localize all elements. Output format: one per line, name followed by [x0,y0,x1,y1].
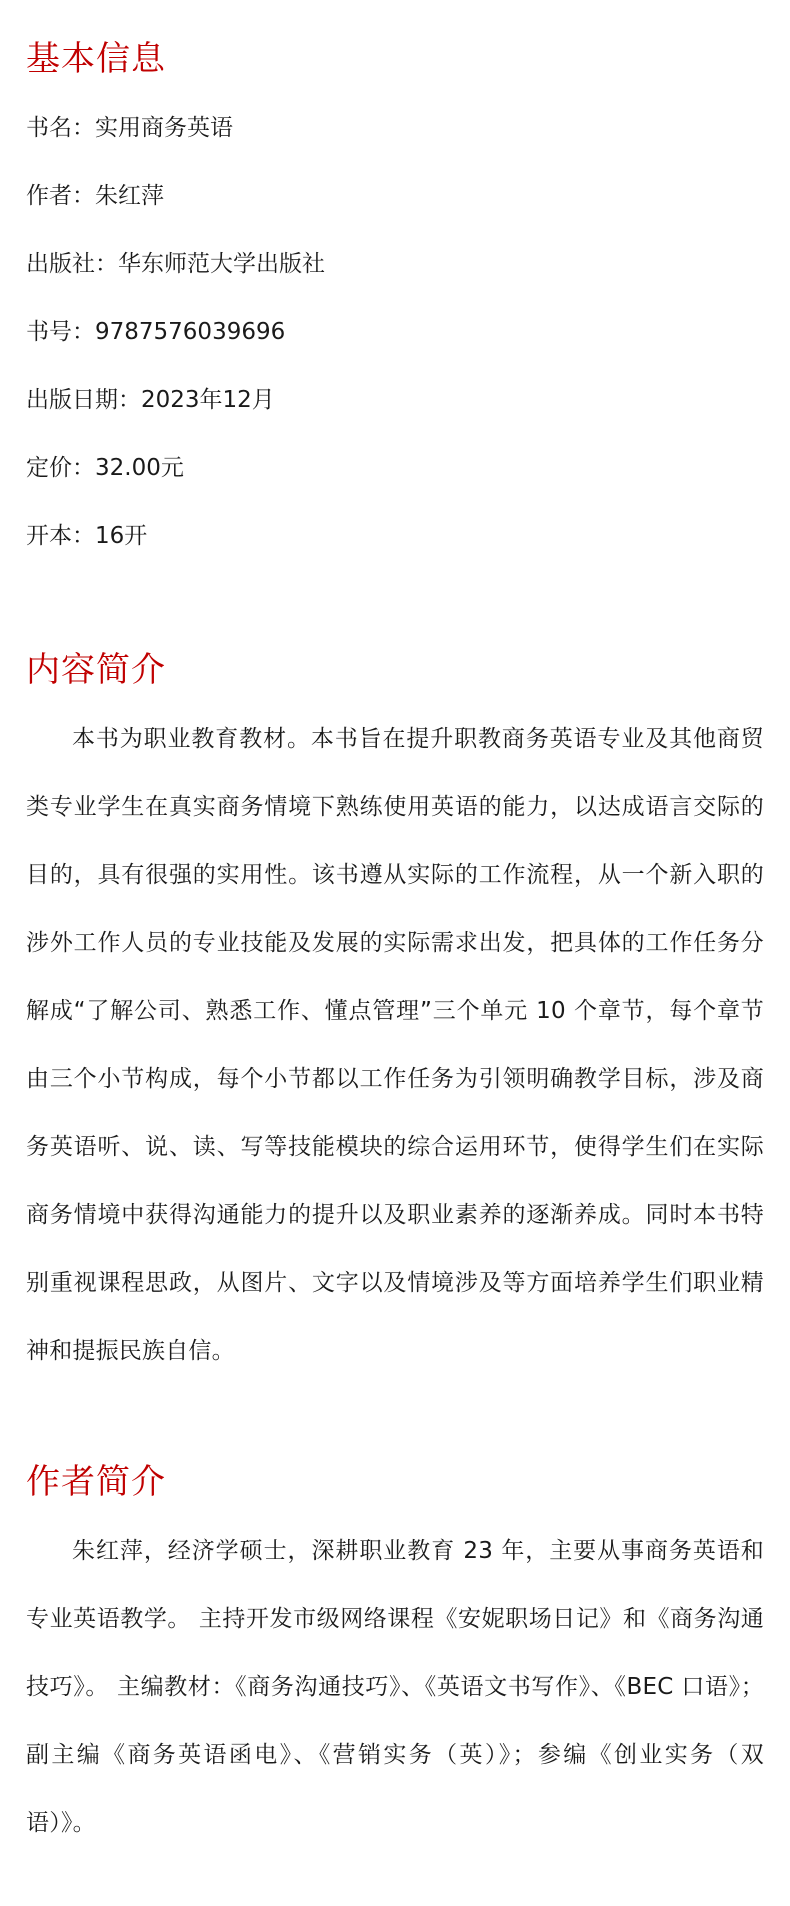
basic-info-section [26,34,764,570]
info-label: 出版日期 ： [26,384,141,416]
info-label: 作者 ： [26,180,95,212]
info-label: 定价 ： [26,452,95,484]
info-value: 朱红萍 [95,183,164,209]
info-label: 出版社 ： [26,248,118,280]
info-price [26,434,764,502]
info-value: 9787576039696 [95,319,286,345]
info-author [26,162,764,230]
info-label: 开本 ： [26,520,95,552]
info-value: 实用商务英语 [95,115,233,141]
content-intro-text: 本书为职业教育教材。本书旨在提升职教商务英语专业及其他商贸类专业学生在真实商务情境下熟练使用英语的能力，以达成语言交际的目的，具有很强的实用性。该书遵从实际的工作流程，从一个新入职的涉外工作人员的专业技能及发展的实际需求出发，把具体的工作任务分解成“了解公司、熟悉工作、懂点管理”三个单元 10 个章节，每个章节由三个小节构成，每个小节都以工作任务为引领明确教学目标，涉及商务英语听、说、读、写等技能模块的综合运用环节，使得学生们在实际商务情境中获得沟通能力的提升以及职业素养的逐渐养成。同时本书特别重视课程思政，从图片、文字以及情境涉及等方面培养学生们职业精神和提振民族自信。 [26,726,764,1364]
info-label: 书名 ： [26,112,95,144]
info-value: 16开 [95,523,148,549]
content-intro-title: 内容简介 [26,650,166,690]
info-value: 华东师范大学出版社 [118,251,325,277]
author-intro-section [26,1457,764,1857]
info-publisher [26,230,764,298]
info-label: 书号 ： [26,316,95,348]
author-intro-text: 朱红萍，经济学硕士，深耕职业教育 23 年，主要从事商务英语和专业英语教学。 主持开发市级网络课程《安妮职场日记》和《商务沟通技巧》。 主编教材：《商务沟通技巧》、《英语文书写作》、《BEC 口语》；副主编《商务英语函电》、《营销实务（英）》；参编《创业实务（双语）》。 [26,1538,764,1836]
info-book-title [26,94,764,162]
content-intro-section [26,645,764,1385]
info-value: 32.00元 [95,455,184,481]
info-publish-date [26,366,764,434]
info-value: 2023年12月 [141,387,275,413]
info-isbn [26,298,764,366]
author-intro-title: 作者简介 [26,1462,166,1502]
info-format [26,502,764,570]
basic-info-title: 基本信息 [26,39,166,79]
